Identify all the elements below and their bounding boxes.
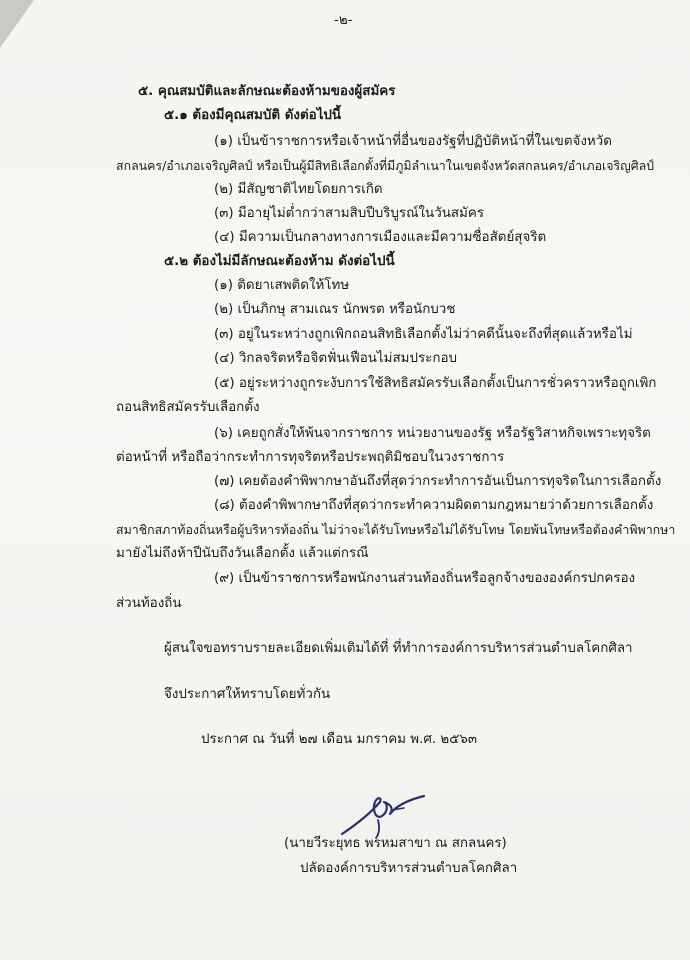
prohibition-item: (๙) เป็นข้าราชการหรือพนักงานส่วนท้องถิ่นหรือลูกจ้างขององค์กรปกครอง — [214, 571, 636, 586]
subsection-heading-prohibitions: ๕.๒ ต้องไม่มีลักษณะต้องห้าม ดังต่อไปนี้ — [164, 254, 395, 269]
prohibition-item: (๓) อยู่ในระหว่างถูกเพิกถอนสิทธิเลือกตั้งไม่ว่าคดีนั้นจะถึงที่สุดแล้วหรือไม่ — [214, 327, 633, 342]
signature — [338, 790, 438, 840]
qualification-item: (๒) มีสัญชาติไทยโดยการเกิด — [214, 182, 383, 197]
qualification-item-continuation: สกลนคร/อำเภอเจริญศิลป์ หรือเป็นผู้มีสิทธิเลือกตั้งที่มีภูมิลำเนาในเขตจังหวัดสกลนคร/อำเภอเจริญศิลป์ — [116, 158, 655, 173]
prohibition-item: (๑) ติดยาเสพติดให้โทษ — [214, 278, 350, 293]
section-heading: ๕. คุณสมบัติและลักษณะต้องห้ามของผู้สมัคร — [138, 84, 396, 99]
page-number: -๒- — [334, 13, 353, 28]
prohibition-item: (๕) อยู่ระหว่างถูกระงับการใช้สิทธิสมัครรับเลือกตั้งเป็นการชั่วคราวหรือถูกเพิก — [214, 376, 657, 391]
signer-position: ปลัดองค์การบริหารส่วนตำบลโคกศิลา — [300, 861, 518, 876]
prohibition-item: (๒) เป็นภิกษุ สามเณร นักพรต หรือนักบวช — [214, 302, 456, 317]
subsection-heading-qualifications: ๕.๑ ต้องมีคุณสมบัติ ดังต่อไปนี้ — [164, 108, 342, 123]
prohibition-item: (๔) วิกลจริตหรือจิตฟั่นเฟือนไม่สมประกอบ — [214, 351, 457, 366]
prohibition-item: (๖) เคยถูกสั่งให้พ้นจากราชการ หน่วยงานของรัฐ หรือรัฐวิสาหกิจเพราะทุจริต — [214, 426, 651, 441]
qualification-item: (๑) เป็นข้าราชการหรือเจ้าหน้าที่อื่นของรัฐที่ปฏิบัติหน้าที่ในเขตจังหวัด — [214, 134, 612, 149]
announce-note: จึงประกาศให้ทราบโดยทั่วกัน — [164, 687, 331, 702]
prohibition-item-continuation: ถอนสิทธิสมัครรับเลือกตั้ง — [116, 400, 260, 415]
prohibition-item-continuation: สมาชิกสภาท้องถิ่นหรือผู้บริหารท้องถิ่น ไม่ว่าจะได้รับโทษหรือไม่ได้รับโทษ โดยพ้นโทษหรือต้องคำพิพากษา — [116, 522, 676, 537]
signer-name: (นายวีระยุทธ พรหมสาขา ณ สกลนคร) — [284, 836, 507, 851]
prohibition-item-continuation: ส่วนท้องถิ่น — [116, 596, 182, 611]
announcement-date: ประกาศ ณ วันที่ ๒๗ เดือน มกราคม พ.ศ. ๒๕๖๓ — [201, 732, 477, 747]
prohibition-item: (๗) เคยต้องคำพิพากษาอันถึงที่สุดว่ากระทำการอันเป็นการทุจริตในการเลือกตั้ง — [214, 474, 662, 489]
contact-note: ผู้สนใจขอทราบรายละเอียดเพิ่มเติมได้ที่ ที่ทำการองค์การบริหารส่วนตำบลโคกศิลา — [164, 641, 633, 656]
prohibition-item-continuation: มายังไม่ถึงห้าปีนับถึงวันเลือกตั้ง แล้วแต่กรณี — [116, 546, 369, 561]
page-corner-fold — [0, 0, 34, 48]
prohibition-item: (๘) ต้องคำพิพากษาถึงที่สุดว่ากระทำความผิดตามกฎหมายว่าด้วยการเลือกตั้ง — [214, 498, 654, 513]
qualification-item: (๓) มีอายุไม่ต่ำกว่าสามสิบปีบริบูรณ์ในวันสมัคร — [214, 206, 485, 221]
qualification-item: (๔) มีความเป็นกลางทางการเมืองและมีความซื่อสัตย์สุจริต — [214, 230, 547, 245]
prohibition-item-continuation: ต่อหน้าที่ หรือถือว่ากระทำการทุจริตหรือประพฤติมิชอบในวงราชการ — [116, 450, 505, 465]
